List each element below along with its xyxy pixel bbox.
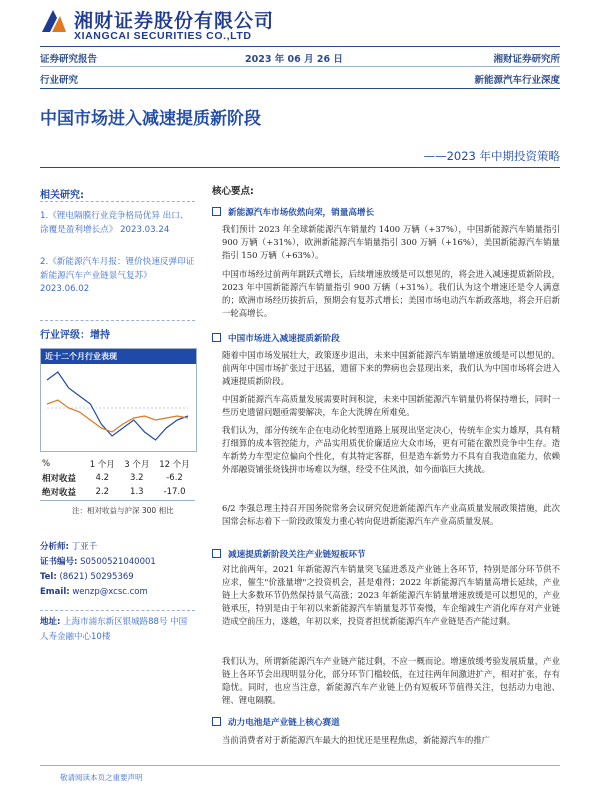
table-header-row: [40, 457, 195, 471]
table-note: 注：相对收益与沪深 300 相比: [72, 506, 174, 515]
brand-name-cn: 湘财证券股份有限公司: [74, 10, 275, 32]
related-link-1[interactable]: 1.《锂电隔膜行业竞争格局优异 出口、涂覆是盈利增长点》 2023.03.24: [40, 211, 189, 235]
header-rule-top: [40, 46, 560, 47]
report-type: 证券研究报告: [40, 54, 98, 65]
chart-title: 近十二个月行业表现: [41, 349, 196, 364]
chart-plot: [41, 364, 194, 448]
sidebar-divider: [40, 320, 195, 321]
page-title: 中国市场进入减速提质新阶段: [40, 109, 261, 129]
paragraph: 我们认为，部分传统车企在电动化转型道路上展现出坚定决心，传统车企实力雄厚，具有精打细算的成本管控能力，产品实用质优价廉适应大众市场，更有可能在激烈竞争中生存。造车新势力车型定位偏向个性化，有其特定客群，但是造车新势力不具有自我造血能力，依赖外部融资铺张烧钱拼市场难以为继，经受不住风浪，如今面临巨大挑战。: [222, 425, 560, 474]
email-row: [40, 585, 195, 600]
address-text: 上海市浦东新区银城路88号 中国人寿金融中心10楼: [40, 617, 188, 642]
table-cell: 2.2: [95, 487, 110, 497]
related-link-2[interactable]: 2.《新能源汽车月报：锂价快速反弹印证新能源汽车产业链景气复苏》2023.06.02: [40, 257, 195, 294]
institute: 湘财证券研究所: [493, 54, 560, 65]
title-rule: [40, 167, 560, 168]
cert-label: 证书编号:: [40, 557, 78, 567]
sidebar-divider: [40, 500, 195, 501]
performance-chart: [40, 348, 197, 452]
related-research-title: 相关研究:: [40, 190, 84, 201]
email-label: Email:: [40, 587, 70, 597]
performance-table: [40, 457, 195, 499]
analyst-label: 分析师:: [40, 542, 69, 552]
analyst-block: [40, 540, 195, 600]
section-heading-1: 新能源汽车市场依然向荣，销量高增长: [212, 206, 374, 218]
core-points-title: 核心要点:: [212, 186, 254, 197]
table-header: 12 个月: [159, 460, 190, 470]
section-heading-2: 中国市场进入减速提质新阶段: [212, 332, 340, 344]
table-cell: 4.2: [95, 473, 110, 483]
table-header: 3 个月: [124, 460, 150, 470]
section-marker-icon: [212, 207, 221, 216]
section-marker-icon: [212, 549, 221, 558]
footer-disclaimer[interactable]: 敬请阅读本页之重要声明: [60, 773, 143, 782]
table-header: 1 个月: [89, 460, 115, 470]
series-line-1: [47, 372, 188, 440]
industry: 新能源汽车行业深度: [474, 75, 560, 86]
sidebar-divider: [40, 201, 195, 202]
table-cell: 1.3: [130, 487, 144, 497]
sidebar-divider: [40, 610, 195, 611]
paragraph: 中国新能源汽车高质量发展需要时间积淀，未来中国新能源汽车销量仍将保持增长，同时一些历史遗留问题亟需要解决，车企大洗牌在所难免。: [222, 394, 560, 417]
report-date: 2023 年 06 月 26 日: [245, 54, 343, 65]
tel-label: Tel:: [40, 572, 57, 582]
table-cell: -6.2: [166, 473, 183, 483]
tel-number: (8621) 50295369: [59, 572, 134, 582]
category: 行业研究: [40, 75, 79, 86]
header-rule-bottom: [40, 88, 560, 89]
page-subtitle: ——2023 年中期投资策略: [423, 149, 560, 163]
table-header: %: [42, 459, 51, 469]
address-block: [40, 615, 195, 645]
section-marker-icon: [212, 333, 221, 342]
paragraph: 对比前两年，2021 年新能源汽车销量突飞猛进悉及产业链上各环节，特别是部分环节供不应求，催生"价涨量增"之投资机会，甚是难得；2022 年新能源汽车销量高增长延续，产业链上大多数环节仍然保持景气高涨；2023 年新能源汽车销量增速放缓是可以想见的，产业链承压，特别是由于年初以来新能源汽车销量复苏节奏慢，车企缩减生产消化库存对产业链造成空前压力，遂越，年初以来，投资者担忧新能源汽车产业链是否产能过剩。: [222, 564, 560, 626]
cert-number: S0500521040001: [80, 557, 156, 567]
cert-row: [40, 555, 195, 570]
paragraph: 我们认为，所谓新能源汽车产业链产能过剩，不应一概而论。增速放缓考验发展质量，产业链上各环节会出现明显分化，部分环节门槛较低，在过往两年间激进扩产，相对扩张，存有隐忧。同时，也应当注意，新能源汽车产业链上仍有短板环节值得关注，包括动力电池、锂、锂电隔膜。: [222, 656, 560, 705]
analyst-name: 丁亚千: [71, 542, 98, 552]
paragraph: 6/2 李强总理主持召开国务院常务会议研究促进新能源汽车产业高质量发展政策措施，此次国常会标志着下一阶段政策发力重心转向促进新能源汽车产业高质量发展。: [222, 503, 560, 526]
table-row: [40, 471, 195, 485]
paragraph: 中国市场经过前两年跳跃式增长，后续增速放缓是可以想见的，将会进入减速提质新阶段，2023 年中国新能源汽车销量指引 900 万辆（+31%）。我们认为这个增速还是令人满意的；欧洲市场经历拔折后，预期会有复苏式增长；美国市场电动汽车新政落地，将会开启新一轮高增长。: [222, 269, 560, 318]
table-cell: 绝对收益: [42, 488, 77, 498]
paragraph: 随着中国市场发展壮大，政策逐步退出，未来中国新能源汽车销量增速放缓是可以想见的。前两年中国市场扩张过于迅猛，遗留下来的弊病也会显现出来，我们认为中国市场将会进入减速提质新阶段。: [222, 350, 560, 386]
analyst-row: [40, 540, 195, 555]
table-row: [40, 485, 195, 499]
brand-name-en: XIANGCAI SECURITIES CO.,LTD: [74, 30, 252, 42]
table-cell: 相对收益: [42, 474, 77, 484]
table-cell: -17.0: [163, 487, 186, 497]
address-label: 地址:: [40, 617, 61, 627]
section-marker-icon: [212, 717, 221, 726]
section-heading-3: 减速提质新阶段关注产业链短板环节: [212, 548, 366, 560]
header-rule-mid: [40, 66, 560, 67]
footer-rule: [40, 765, 560, 766]
section-heading-4: 动力电池是产业链上核心赛道: [212, 716, 340, 728]
table-cell: 3.2: [130, 473, 144, 483]
paragraph: 我们预计 2023 年全球新能源汽车销量约 1400 万辆（+37%），中国新能源汽车销量指引 900 万辆（+31%），欧洲新能源汽车销量指引 300 万辆（+16%），美国新能源汽车销量指引 150 万辆（+63%）。: [222, 224, 560, 260]
tel-row: [40, 570, 195, 585]
industry-rating: 行业评级：增持: [40, 330, 110, 341]
paragraph: 当前消费者对于新能源汽车最大的担忧还是里程焦虑，新能源汽车的推广: [222, 735, 490, 745]
email-address[interactable]: wenzp@xcsc.com: [72, 587, 148, 597]
company-logo-icon: [40, 8, 68, 34]
